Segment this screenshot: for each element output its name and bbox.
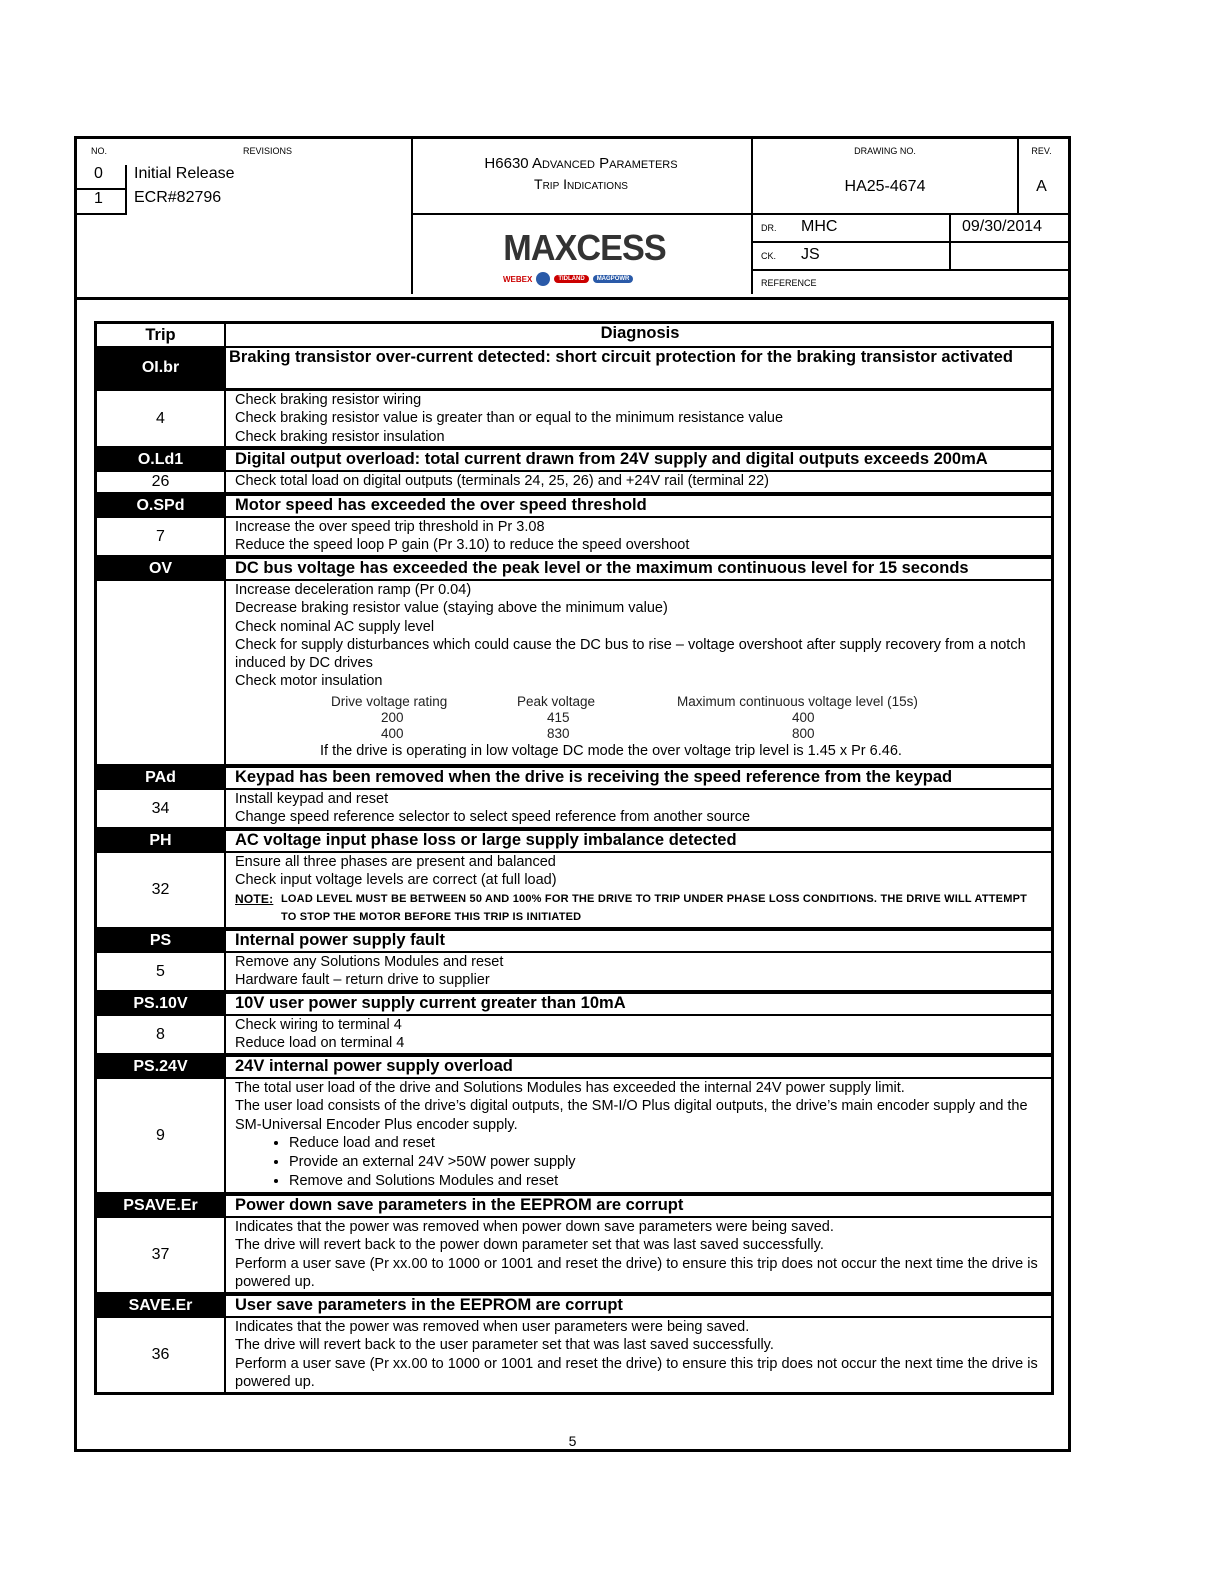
detail-line: Indicates that the power was removed when power down save parameters were being saved. xyxy=(235,1219,834,1235)
trip-code-row xyxy=(97,768,1051,790)
detail-line: The user load consists of the drive’s digital outputs, the SM-I/O Plus digital outputs, the drive’s main encoder supply and the SM-Universal Encoder Plus encoder supply. xyxy=(235,1098,1028,1133)
trip-number: 5 xyxy=(97,953,226,990)
detail-line: Check braking resistor wiring xyxy=(235,392,422,408)
detail-line: Remove any Solutions Modules and reset xyxy=(235,954,504,970)
bullet-item: • Provide an external 24V >50W power supply xyxy=(289,1153,1045,1172)
trip-code: OI.br xyxy=(97,348,226,388)
detail-line: The total user load of the drive and Solutions Modules has exceeded the internal 24V power supply limit. xyxy=(235,1080,905,1096)
trip-code: PS.10V xyxy=(97,994,226,1014)
detail-line: Decrease braking resistor value (staying above the minimum value) xyxy=(235,600,668,617)
trip-detail-row xyxy=(97,472,1051,496)
note-label: NOTE: xyxy=(235,891,274,906)
detail-line: Ensure all three phases are present and balanced xyxy=(235,854,556,870)
dr-label: DR. xyxy=(761,223,777,233)
trip-number: 4 xyxy=(97,391,226,446)
trip-code-row xyxy=(97,1296,1051,1318)
voltage-header: Peak voltage xyxy=(517,693,596,709)
detail-line: The drive will revert back to the user parameter set that was last saved successfully. xyxy=(235,1337,774,1354)
trip-summary: Internal power supply fault xyxy=(235,931,445,949)
trip-summary: 10V user power supply current greater than 10mA xyxy=(235,994,626,1012)
detail-line: Perform a user save (Pr xx.00 to 1000 or 1001 and reset the drive) to ensure this trip does not occur the next time the drive is powered up. xyxy=(235,1255,1038,1290)
trip-code-row xyxy=(97,496,1051,518)
ck-value: JS xyxy=(801,246,820,263)
dr-row xyxy=(753,215,1068,243)
trip-detail-row xyxy=(97,1318,1051,1392)
trip-code: OV xyxy=(97,559,226,579)
date-value: 09/30/2014 xyxy=(962,218,1043,235)
detail-line: Reduce the speed loop P gain (Pr 3.10) to reduce the speed overshoot xyxy=(235,537,690,554)
bullet-list xyxy=(235,1134,1045,1191)
trip-code-row xyxy=(97,348,1051,391)
trip-number: 34 xyxy=(97,790,226,827)
trip-code: PS xyxy=(97,931,226,951)
trip-code-row xyxy=(97,559,1051,581)
detail-line: Check total load on digital outputs (terminals 24, 25, 26) and +24V rail (terminal 22) xyxy=(235,473,769,489)
reference-label: REFERENCE xyxy=(761,278,817,288)
note-text: LOAD LEVEL MUST BE BETWEEN 50 AND 100% FOR THE DRIVE TO TRIP UNDER PHASE LOSS CONDITIONS. THE DRIVE WILL ATTEMPT TO STOP THE MOTOR BEFORE THIS TRIP IS INITIATED xyxy=(281,892,1028,923)
detail-line: Install keypad and reset xyxy=(235,791,389,807)
rev-label: REV. xyxy=(1031,146,1052,156)
trip-code: O.SPd xyxy=(97,496,226,516)
brand-icon xyxy=(536,272,550,286)
revisions-label: REVISIONS xyxy=(243,146,293,156)
detail-line: Check for supply disturbances which could cause the DC bus to rise – voltage overshoot after supply recovery from a notch induced by DC drives xyxy=(235,636,1026,672)
ck-label: CK. xyxy=(761,251,777,261)
trip-detail-row xyxy=(97,853,1051,931)
logo-block xyxy=(411,215,753,294)
detail-line: Indicates that the power was removed when user parameters were being saved. xyxy=(235,1319,750,1335)
trip-code-row xyxy=(97,831,1051,853)
voltage-table xyxy=(331,694,918,742)
trip-summary: Motor speed has exceeded the over speed threshold xyxy=(235,496,647,514)
trip-number: 8 xyxy=(97,1016,226,1053)
trip-summary: AC voltage input phase loss or large supply imbalance detected xyxy=(235,831,737,849)
brand-webex: WEBEX xyxy=(503,274,533,284)
trip-number: 9 xyxy=(97,1079,226,1192)
voltage-cell: 830 xyxy=(547,725,570,741)
trip-detail-row xyxy=(97,1079,1051,1196)
trip-code: PH xyxy=(97,831,226,851)
brand-tidland: TIDLAND xyxy=(554,275,588,283)
detail-line: Check braking resistor insulation xyxy=(235,428,445,445)
trip-detail-row xyxy=(97,790,1051,831)
trip-code: PAd xyxy=(97,768,226,788)
detail-line: Check nominal AC supply level xyxy=(235,618,435,635)
voltage-cell: 200 xyxy=(381,709,404,725)
dr-value: MHC xyxy=(801,218,838,235)
trip-detail-row xyxy=(97,1218,1051,1296)
detail-line: Increase deceleration ramp (Pr 0.04) xyxy=(235,582,472,598)
revision-no: 1 xyxy=(94,190,103,207)
trip-summary: User save parameters in the EEPROM are corrupt xyxy=(235,1296,623,1314)
brand-magpowr: MAGPOWR xyxy=(593,275,634,283)
trip-summary: Braking transistor over-current detected: short circuit protection for the braking transistor activated xyxy=(229,348,1013,366)
trip-code-row xyxy=(97,450,1051,472)
detail-line: Check motor insulation xyxy=(235,673,383,690)
trip-number: 26 xyxy=(97,472,226,492)
trip-summary: Power down save parameters in the EEPROM are corrupt xyxy=(235,1196,684,1214)
drawing-frame xyxy=(74,136,1071,1452)
trip-detail-row xyxy=(97,518,1051,559)
detail-line: Increase the over speed trip threshold in Pr 3.08 xyxy=(235,519,545,535)
detail-line: Check wiring to terminal 4 xyxy=(235,1017,402,1033)
trip-detail-row xyxy=(97,581,1051,768)
trip-summary: Keypad has been removed when the drive is receiving the speed reference from the keypad xyxy=(235,768,953,786)
trip-code: O.Ld1 xyxy=(97,450,226,470)
revision-text: Initial Release xyxy=(134,165,235,182)
revision-text: ECR#82796 xyxy=(134,189,222,206)
detail-line: Check braking resistor value is greater than or equal to the minimum resistance value xyxy=(235,410,784,427)
trip-detail-row xyxy=(97,1016,1051,1057)
brand-row xyxy=(503,272,633,286)
revisions-no-label: NO. xyxy=(91,146,108,156)
trip-summary: DC bus voltage has exceeded the peak level or the maximum continuous level for 15 seconds xyxy=(235,559,969,577)
drawing-title xyxy=(411,139,751,215)
rev-value: A xyxy=(1036,178,1047,195)
trip-code-row xyxy=(97,994,1051,1016)
drawing-no-label: DRAWING NO. xyxy=(854,146,916,156)
trip-number: 36 xyxy=(97,1318,226,1392)
trip-code-row xyxy=(97,931,1051,953)
trip-code: PSAVE.Er xyxy=(97,1196,226,1216)
detail-line: Perform a user save (Pr xx.00 to 1000 or 1001 and reset the drive) to ensure this trip does not occur the next time the drive is powered up. xyxy=(235,1355,1038,1390)
phase-loss-note xyxy=(235,890,1045,926)
detail-line: Check input voltage levels are correct (at full load) xyxy=(235,872,557,889)
detail-line: Change speed reference selector to select speed reference from another source xyxy=(235,809,751,826)
bullet-item: • Reduce load and reset xyxy=(289,1134,1045,1153)
trip-summary: 24V internal power supply overload xyxy=(235,1057,513,1075)
page-number: 5 xyxy=(568,1433,577,1449)
trip-detail-row xyxy=(97,953,1051,994)
drawing-no: HA25-4674 xyxy=(844,178,926,195)
trip-detail-row xyxy=(97,391,1051,450)
voltage-cell: 800 xyxy=(792,725,815,741)
detail-line: Hardware fault – return drive to supplier xyxy=(235,972,490,989)
ov-footer: If the drive is operating in low voltage DC mode the over voltage trip level is 1.45 x Pr 6.46. xyxy=(320,742,902,759)
col-trip-header: Trip xyxy=(97,324,226,346)
trip-code: PS.24V xyxy=(97,1057,226,1077)
title-line1: H6630 Advanced Parameters xyxy=(484,155,678,172)
voltage-header: Maximum continuous voltage level (15s) xyxy=(677,693,918,709)
detail-line: The drive will revert back to the power down parameter set that was last saved successfully. xyxy=(235,1237,824,1254)
bullet-item: • Remove and Solutions Modules and reset xyxy=(289,1172,1045,1191)
trip-code-row xyxy=(97,1057,1051,1079)
voltage-cell: 400 xyxy=(381,725,404,741)
table-header xyxy=(97,324,1051,348)
revision-no: 0 xyxy=(94,165,103,182)
col-diagnosis-header: Diagnosis xyxy=(600,324,680,342)
voltage-header: Drive voltage rating xyxy=(331,693,448,709)
rev-block xyxy=(1015,139,1068,215)
trip-code: SAVE.Er xyxy=(97,1296,226,1316)
trip-number: 32 xyxy=(97,853,226,927)
revisions-block xyxy=(77,139,413,294)
voltage-cell: 400 xyxy=(792,709,815,725)
trip-table xyxy=(94,321,1054,1395)
title-block xyxy=(77,139,1068,300)
drawing-number-block xyxy=(751,139,1019,215)
trip-number: 37 xyxy=(97,1218,226,1292)
detail-line: Reduce load on terminal 4 xyxy=(235,1035,405,1052)
maxcess-logo: MAXCESS xyxy=(503,227,666,268)
trip-number: 7 xyxy=(97,518,226,555)
voltage-cell: 415 xyxy=(547,709,570,725)
trip-number xyxy=(97,581,226,764)
trip-summary: Digital output overload: total current drawn from 24V supply and digital outputs exceeds 200mA xyxy=(235,450,988,468)
ck-row xyxy=(753,243,1068,271)
trip-code-row xyxy=(97,1196,1051,1218)
reference-row xyxy=(753,271,1068,294)
title-line2: Trip Indications xyxy=(534,176,628,192)
